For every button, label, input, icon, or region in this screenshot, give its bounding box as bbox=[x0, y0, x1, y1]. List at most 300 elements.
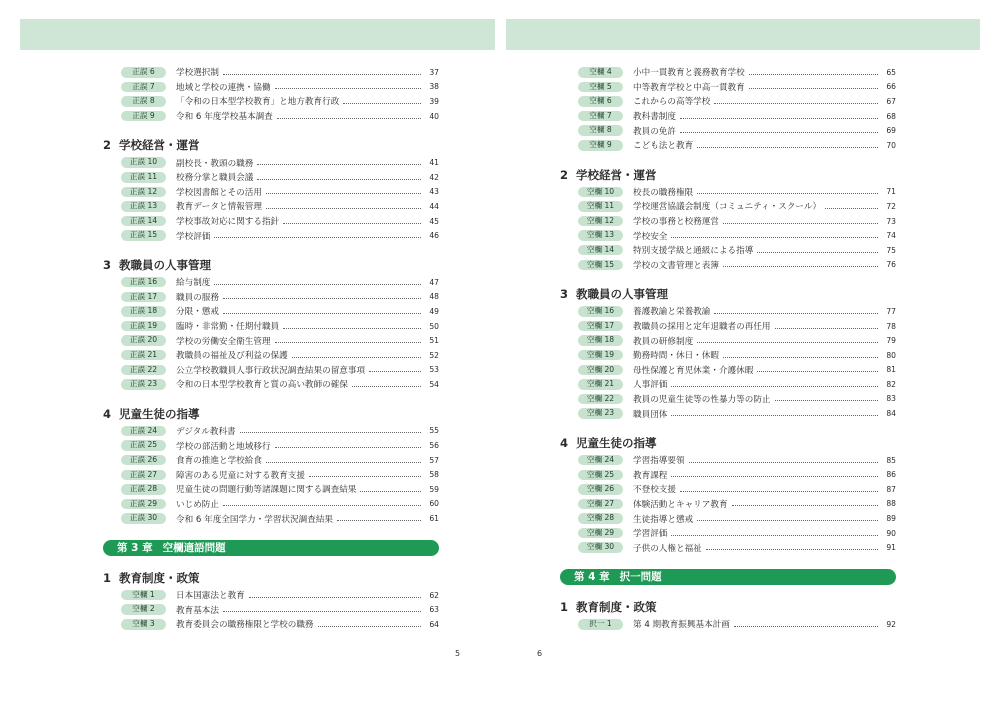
entry-title: 分限・懲戒 bbox=[176, 307, 219, 318]
section-title: 児童生徒の指導 bbox=[576, 435, 657, 450]
entry-page-number: 55 bbox=[429, 426, 439, 436]
toc-section bbox=[103, 255, 439, 392]
dot-leader bbox=[671, 408, 878, 416]
entry-page-number: 85 bbox=[886, 455, 896, 465]
entry-page-number: 82 bbox=[886, 379, 896, 389]
entry-page-number: 80 bbox=[886, 350, 896, 360]
dot-leader bbox=[223, 604, 421, 612]
question-badge: 正誤 30 bbox=[121, 513, 166, 524]
entry-page-number: 83 bbox=[886, 394, 896, 404]
toc-entry[interactable] bbox=[103, 319, 439, 334]
dot-leader bbox=[671, 379, 878, 387]
entry-page-number: 41 bbox=[429, 158, 439, 168]
entry-title: 障害のある児童に対する教育支援 bbox=[176, 470, 305, 481]
toc-entry[interactable] bbox=[103, 333, 439, 348]
entry-title: 学校安全 bbox=[633, 231, 668, 242]
entry-title: 中等教育学校と中高一貫教育 bbox=[633, 82, 745, 93]
toc-entry[interactable] bbox=[560, 94, 896, 109]
section-title: 教職員の人事管理 bbox=[576, 287, 668, 302]
section-title: 教職員の人事管理 bbox=[119, 257, 211, 272]
toc-entry[interactable] bbox=[103, 290, 439, 305]
dot-leader bbox=[275, 440, 421, 448]
page-number-right: 6 bbox=[537, 649, 543, 658]
dot-leader bbox=[757, 245, 878, 253]
toc-entry[interactable] bbox=[103, 155, 439, 170]
toc-page-left bbox=[103, 65, 439, 638]
toc-entry[interactable] bbox=[103, 588, 439, 603]
entry-title: 体験活動とキャリア教育 bbox=[633, 499, 728, 510]
question-badge: 正誤 23 bbox=[121, 379, 166, 390]
question-badge: 正誤 26 bbox=[121, 455, 166, 466]
entry-title: 臨時・非常勤・任期付職員 bbox=[176, 322, 280, 333]
toc-entry[interactable] bbox=[103, 424, 439, 439]
entry-page-number: 67 bbox=[886, 96, 896, 106]
entry-title: 学習評価 bbox=[633, 529, 668, 540]
entry-page-number: 64 bbox=[429, 619, 439, 629]
entry-title: 教員の児童生徒等の性暴力等の防止 bbox=[633, 394, 771, 405]
toc-entry[interactable] bbox=[560, 199, 896, 214]
dot-leader bbox=[697, 186, 878, 194]
toc-entry[interactable] bbox=[560, 617, 896, 632]
entry-page-number: 84 bbox=[886, 409, 896, 419]
dot-leader bbox=[723, 350, 878, 358]
question-badge: 正誤 20 bbox=[121, 335, 166, 346]
entry-page-number: 73 bbox=[886, 216, 896, 226]
dot-leader bbox=[680, 484, 878, 492]
question-badge: 正誤 14 bbox=[121, 216, 166, 227]
toc-entry[interactable] bbox=[103, 214, 439, 229]
entry-title: 公立学校教職員人事行政状況調査結果の留意事項 bbox=[176, 365, 366, 376]
section-number: 4 bbox=[560, 435, 569, 450]
section-number: 1 bbox=[560, 600, 569, 615]
question-badge: 正誤 28 bbox=[121, 484, 166, 495]
entry-page-number: 39 bbox=[429, 96, 439, 106]
entry-page-number: 61 bbox=[429, 514, 439, 524]
entry-title: 学校の文書管理と表簿 bbox=[633, 260, 719, 271]
dot-leader bbox=[352, 379, 421, 387]
toc-entry[interactable] bbox=[560, 333, 896, 348]
entry-page-number: 66 bbox=[886, 82, 896, 92]
entry-page-number: 87 bbox=[886, 484, 896, 494]
entry-title: 養護教諭と栄養教諭 bbox=[633, 307, 711, 318]
chapter-heading bbox=[103, 540, 439, 556]
toc-entry[interactable] bbox=[103, 65, 439, 80]
question-badge: 空欄 12 bbox=[578, 216, 623, 227]
toc-entry[interactable] bbox=[103, 453, 439, 468]
toc-entry[interactable] bbox=[560, 526, 896, 541]
toc-entry[interactable] bbox=[560, 80, 896, 95]
toc-entry[interactable] bbox=[103, 228, 439, 243]
dot-leader bbox=[369, 364, 421, 372]
question-badge: 空欄 8 bbox=[578, 125, 623, 136]
entry-page-number: 42 bbox=[429, 172, 439, 182]
toc-entry[interactable] bbox=[103, 185, 439, 200]
section-number: 3 bbox=[560, 287, 569, 302]
question-badge: 空欄 29 bbox=[578, 528, 623, 539]
toc-section bbox=[560, 433, 896, 555]
toc-section bbox=[560, 284, 896, 421]
toc-entry[interactable] bbox=[560, 363, 896, 378]
section-heading bbox=[560, 284, 896, 304]
question-badge: 空欄 5 bbox=[578, 82, 623, 93]
header-band-left bbox=[20, 19, 495, 50]
question-badge: 空欄 18 bbox=[578, 335, 623, 346]
entry-title: 特別支援学級と通級による指導 bbox=[633, 246, 754, 257]
toc-entry[interactable] bbox=[560, 138, 896, 153]
section-title: 教育制度・政策 bbox=[576, 600, 657, 615]
question-badge: 正誤 8 bbox=[121, 96, 166, 107]
question-badge: 空欄 28 bbox=[578, 513, 623, 524]
chapter-title: 択一問題 bbox=[619, 571, 662, 584]
toc-entry[interactable] bbox=[560, 453, 896, 468]
chapter-number: 第 3 章 bbox=[117, 541, 153, 554]
entry-page-number: 88 bbox=[886, 499, 896, 509]
entry-page-number: 86 bbox=[886, 470, 896, 480]
entry-title: 学校の部活動と地域移行 bbox=[176, 441, 271, 452]
entry-page-number: 60 bbox=[429, 499, 439, 509]
entry-title: 学校の事務と校務運営 bbox=[633, 217, 719, 228]
toc-entry[interactable] bbox=[560, 258, 896, 273]
toc-entry[interactable] bbox=[103, 617, 439, 632]
entry-page-number: 70 bbox=[886, 140, 896, 150]
entry-title: 教職員の福祉及び利益の保護 bbox=[176, 351, 288, 362]
entry-title: 勤務時間・休日・休暇 bbox=[633, 351, 719, 362]
dot-leader bbox=[223, 67, 421, 75]
toc-entry[interactable] bbox=[560, 511, 896, 526]
toc-entry[interactable] bbox=[560, 319, 896, 334]
dot-leader bbox=[223, 498, 421, 506]
entry-page-number: 76 bbox=[886, 260, 896, 270]
dot-leader bbox=[714, 96, 878, 104]
question-badge: 空欄 7 bbox=[578, 111, 623, 122]
entry-title: デジタル教科書 bbox=[176, 426, 236, 437]
entry-page-number: 37 bbox=[429, 67, 439, 77]
question-badge: 正誤 7 bbox=[121, 82, 166, 93]
toc-entry[interactable] bbox=[560, 243, 896, 258]
question-badge: 空欄 3 bbox=[121, 619, 166, 630]
question-badge: 択一 1 bbox=[578, 619, 623, 630]
entry-page-number: 45 bbox=[429, 216, 439, 226]
toc-section bbox=[560, 597, 896, 632]
dot-leader bbox=[775, 321, 878, 329]
entry-title: 令和の日本型学校教育と質の高い教師の確保 bbox=[176, 380, 348, 391]
toc-entry[interactable] bbox=[103, 363, 439, 378]
entry-page-number: 47 bbox=[429, 277, 439, 287]
question-badge: 正誤 29 bbox=[121, 499, 166, 510]
entry-title: 不登校支援 bbox=[633, 485, 676, 496]
entry-page-number: 50 bbox=[429, 321, 439, 331]
entry-page-number: 59 bbox=[429, 484, 439, 494]
toc-entry[interactable] bbox=[560, 482, 896, 497]
question-badge: 空欄 26 bbox=[578, 484, 623, 495]
question-badge: 空欄 21 bbox=[578, 379, 623, 390]
entry-title: 日本国憲法と教育 bbox=[176, 591, 245, 602]
dot-leader bbox=[825, 201, 878, 209]
section-number: 4 bbox=[103, 406, 112, 421]
toc-entry[interactable] bbox=[103, 94, 439, 109]
dot-leader bbox=[734, 619, 878, 627]
dot-leader bbox=[292, 350, 421, 358]
toc-entry[interactable] bbox=[560, 406, 896, 421]
chapter-heading bbox=[560, 569, 896, 585]
toc-entry[interactable] bbox=[103, 170, 439, 185]
entry-title: 教育データと情報管理 bbox=[176, 202, 262, 213]
chapter-number: 第 4 章 bbox=[574, 571, 610, 584]
entry-page-number: 43 bbox=[429, 187, 439, 197]
dot-leader bbox=[714, 306, 878, 314]
entry-page-number: 38 bbox=[429, 82, 439, 92]
dot-leader bbox=[214, 230, 421, 238]
entry-page-number: 58 bbox=[429, 470, 439, 480]
question-badge: 正誤 17 bbox=[121, 292, 166, 303]
entry-title: 教育委員会の職務権限と学校の職務 bbox=[176, 620, 314, 631]
dot-leader bbox=[257, 172, 421, 180]
entry-title: 教職員の採用と定年退職者の再任用 bbox=[633, 322, 771, 333]
entry-title: 生徒指導と懲戒 bbox=[633, 514, 694, 525]
question-badge: 正誤 6 bbox=[121, 67, 166, 78]
question-badge: 正誤 12 bbox=[121, 187, 166, 198]
toc-entry[interactable] bbox=[560, 228, 896, 243]
entry-title: 教員の研修制度 bbox=[633, 336, 694, 347]
entry-page-number: 89 bbox=[886, 514, 896, 524]
entry-page-number: 77 bbox=[886, 306, 896, 316]
entry-title: 令和 6 年度学校基本調査 bbox=[176, 112, 273, 123]
dot-leader bbox=[275, 335, 421, 343]
dot-leader bbox=[214, 277, 421, 285]
entry-title: 学校の労働安全衛生管理 bbox=[176, 336, 271, 347]
toc-entry[interactable] bbox=[103, 482, 439, 497]
toc-section bbox=[103, 135, 439, 243]
toc-section bbox=[560, 165, 896, 273]
section-number: 3 bbox=[103, 257, 112, 272]
toc-entry[interactable] bbox=[103, 80, 439, 95]
dot-leader bbox=[277, 111, 421, 119]
question-badge: 正誤 15 bbox=[121, 230, 166, 241]
entry-title: 令和 6 年度全国学力・学習状況調査結果 bbox=[176, 514, 334, 525]
dot-leader bbox=[680, 111, 878, 119]
dot-leader bbox=[266, 455, 421, 463]
dot-leader bbox=[697, 513, 878, 521]
dot-leader bbox=[671, 469, 878, 477]
question-badge: 空欄 10 bbox=[578, 187, 623, 198]
entry-page-number: 68 bbox=[886, 111, 896, 121]
entry-title: 教員の免許 bbox=[633, 126, 676, 137]
dot-leader bbox=[749, 81, 878, 89]
question-badge: 正誤 16 bbox=[121, 277, 166, 288]
entry-page-number: 81 bbox=[886, 365, 896, 375]
toc-entry[interactable] bbox=[103, 467, 439, 482]
question-badge: 正誤 13 bbox=[121, 201, 166, 212]
question-badge: 正誤 27 bbox=[121, 470, 166, 481]
entry-page-number: 49 bbox=[429, 306, 439, 316]
entry-title: 学校評価 bbox=[176, 231, 211, 242]
question-badge: 正誤 9 bbox=[121, 111, 166, 122]
toc-entry[interactable] bbox=[103, 511, 439, 526]
dot-leader bbox=[706, 542, 878, 550]
entry-page-number: 54 bbox=[429, 379, 439, 389]
toc-entry[interactable] bbox=[560, 109, 896, 124]
dot-leader bbox=[360, 484, 421, 492]
entry-title: 「令和の日本型学校教育」と地方教育行政 bbox=[176, 97, 340, 108]
question-badge: 正誤 21 bbox=[121, 350, 166, 361]
toc-entry[interactable] bbox=[560, 377, 896, 392]
toc-entry[interactable] bbox=[103, 275, 439, 290]
section-title: 教育制度・政策 bbox=[119, 570, 200, 585]
toc-entry[interactable] bbox=[560, 185, 896, 200]
section-title: 学校経営・運営 bbox=[119, 138, 200, 153]
toc-entry[interactable] bbox=[560, 304, 896, 319]
toc-section bbox=[560, 65, 896, 153]
entry-title: 職員団体 bbox=[633, 409, 668, 420]
question-badge: 正誤 18 bbox=[121, 306, 166, 317]
dot-leader bbox=[775, 393, 878, 401]
dot-leader bbox=[680, 125, 878, 133]
entry-title: 副校長・教頭の職務 bbox=[176, 158, 254, 169]
entry-page-number: 90 bbox=[886, 528, 896, 538]
toc-section bbox=[103, 404, 439, 526]
section-title: 児童生徒の指導 bbox=[119, 406, 200, 421]
dot-leader bbox=[723, 216, 878, 224]
section-heading bbox=[560, 597, 896, 617]
toc-entry[interactable] bbox=[560, 392, 896, 407]
entry-page-number: 72 bbox=[886, 201, 896, 211]
entry-title: 学校運営協議会制度（コミュニティ・スクール） bbox=[633, 202, 822, 213]
entry-title: 学校事故対応に関する指針 bbox=[176, 217, 280, 228]
dot-leader bbox=[257, 157, 421, 165]
dot-leader bbox=[318, 619, 421, 627]
question-badge: 正誤 10 bbox=[121, 157, 166, 168]
section-heading bbox=[560, 433, 896, 453]
entry-page-number: 78 bbox=[886, 321, 896, 331]
dot-leader bbox=[283, 216, 421, 224]
entry-title: 校務分掌と職員会議 bbox=[176, 173, 254, 184]
dot-leader bbox=[757, 364, 878, 372]
entry-page-number: 71 bbox=[886, 187, 896, 197]
section-number: 2 bbox=[103, 138, 112, 153]
toc-entry[interactable] bbox=[560, 348, 896, 363]
dot-leader bbox=[671, 528, 878, 536]
toc-page-right bbox=[560, 65, 896, 638]
entry-title: 子供の人権と福祉 bbox=[633, 543, 702, 554]
section-heading bbox=[560, 165, 896, 185]
toc-entry[interactable] bbox=[103, 348, 439, 363]
section-heading bbox=[103, 255, 439, 275]
dot-leader bbox=[275, 81, 421, 89]
entry-title: 教育課程 bbox=[633, 470, 668, 481]
toc-entry[interactable] bbox=[560, 214, 896, 229]
entry-page-number: 46 bbox=[429, 231, 439, 241]
question-badge: 空欄 2 bbox=[121, 604, 166, 615]
dot-leader bbox=[309, 469, 421, 477]
toc-section bbox=[103, 568, 439, 632]
toc-entry[interactable] bbox=[103, 497, 439, 512]
entry-page-number: 75 bbox=[886, 245, 896, 255]
entry-page-number: 48 bbox=[429, 292, 439, 302]
entry-title: いじめ防止 bbox=[176, 499, 219, 510]
dot-leader bbox=[266, 186, 421, 194]
header-band-right bbox=[506, 19, 980, 50]
dot-leader bbox=[732, 498, 878, 506]
question-badge: 空欄 22 bbox=[578, 394, 623, 405]
question-badge: 空欄 17 bbox=[578, 321, 623, 332]
dot-leader bbox=[337, 513, 421, 521]
toc-entry[interactable] bbox=[103, 199, 439, 214]
entry-title: 校長の職務権限 bbox=[633, 187, 694, 198]
question-badge: 空欄 11 bbox=[578, 201, 623, 212]
question-badge: 空欄 25 bbox=[578, 470, 623, 481]
section-heading bbox=[103, 404, 439, 424]
question-badge: 空欄 9 bbox=[578, 140, 623, 151]
toc-entry[interactable] bbox=[560, 540, 896, 555]
entry-title: 教科書制度 bbox=[633, 112, 676, 123]
toc-entry[interactable] bbox=[103, 377, 439, 392]
section-title: 学校経営・運営 bbox=[576, 167, 657, 182]
toc-entry[interactable] bbox=[560, 467, 896, 482]
toc-entry[interactable] bbox=[103, 109, 439, 124]
dot-leader bbox=[671, 230, 878, 238]
entry-page-number: 79 bbox=[886, 336, 896, 346]
chapter-title: 空欄適語問題 bbox=[162, 541, 226, 554]
entry-title: 第 4 期教育振興基本計画 bbox=[633, 620, 730, 631]
question-badge: 空欄 20 bbox=[578, 365, 623, 376]
page-number-left: 5 bbox=[455, 649, 461, 658]
entry-page-number: 52 bbox=[429, 350, 439, 360]
section-number: 2 bbox=[560, 167, 569, 182]
entry-title: 人事評価 bbox=[633, 380, 668, 391]
toc-entry[interactable] bbox=[560, 65, 896, 80]
entry-page-number: 57 bbox=[429, 455, 439, 465]
entry-title: 学校選択制 bbox=[176, 68, 219, 79]
entry-title: これからの高等学校 bbox=[633, 97, 711, 108]
toc-entry[interactable] bbox=[103, 304, 439, 319]
question-badge: 正誤 11 bbox=[121, 172, 166, 183]
question-badge: 空欄 14 bbox=[578, 245, 623, 256]
dot-leader bbox=[689, 455, 878, 463]
toc-entry[interactable] bbox=[103, 602, 439, 617]
entry-page-number: 91 bbox=[886, 543, 896, 553]
entry-page-number: 65 bbox=[886, 67, 896, 77]
question-badge: 空欄 27 bbox=[578, 499, 623, 510]
question-badge: 正誤 25 bbox=[121, 440, 166, 451]
section-number: 1 bbox=[103, 570, 112, 585]
entry-page-number: 62 bbox=[429, 590, 439, 600]
dot-leader bbox=[266, 201, 421, 209]
question-badge: 空欄 13 bbox=[578, 230, 623, 241]
dot-leader bbox=[249, 590, 421, 598]
entry-title: 給与制度 bbox=[176, 278, 211, 289]
toc-entry[interactable] bbox=[103, 438, 439, 453]
question-badge: 空欄 1 bbox=[121, 590, 166, 601]
entry-page-number: 92 bbox=[886, 619, 896, 629]
toc-entry[interactable] bbox=[560, 123, 896, 138]
toc-entry[interactable] bbox=[560, 497, 896, 512]
entry-title: 職員の服務 bbox=[176, 292, 219, 303]
dot-leader bbox=[723, 259, 878, 267]
question-badge: 空欄 23 bbox=[578, 408, 623, 419]
entry-title: こども法と教育 bbox=[633, 141, 694, 152]
entry-title: 児童生徒の問題行動等諸課題に関する調査結果 bbox=[176, 485, 357, 496]
question-badge: 空欄 24 bbox=[578, 455, 623, 466]
dot-leader bbox=[749, 67, 878, 75]
question-badge: 正誤 19 bbox=[121, 321, 166, 332]
entry-title: 教育基本法 bbox=[176, 605, 219, 616]
section-heading bbox=[103, 135, 439, 155]
dot-leader bbox=[240, 425, 421, 433]
entry-page-number: 40 bbox=[429, 111, 439, 121]
entry-page-number: 53 bbox=[429, 365, 439, 375]
dot-leader bbox=[343, 96, 421, 104]
entry-title: 学習指導要領 bbox=[633, 456, 685, 467]
